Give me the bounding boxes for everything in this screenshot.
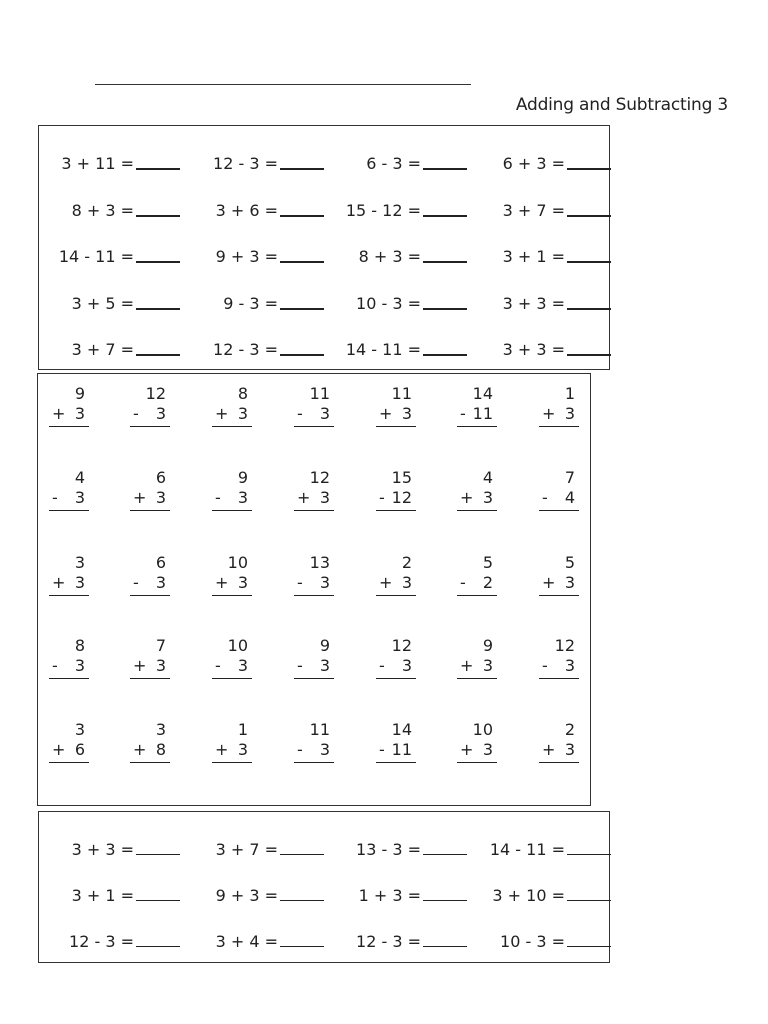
- bottom-line[interactable]: [212, 573, 252, 596]
- operator-sign: +: [460, 656, 474, 675]
- addition-subtraction-problem: [339, 243, 479, 271]
- top-number: 6: [155, 553, 166, 572]
- bottom-number: 3: [74, 404, 85, 423]
- bottom-line[interactable]: [294, 740, 334, 763]
- vertical-problem: [294, 468, 334, 514]
- bottom-line[interactable]: [49, 488, 89, 511]
- horizontal-problems-top: [38, 125, 610, 370]
- bottom-number: 8: [155, 740, 166, 759]
- bottom-line[interactable]: [457, 740, 497, 763]
- operator-sign: -: [215, 488, 221, 507]
- bottom-number: 3: [74, 488, 85, 507]
- addition-subtraction-problem: [483, 836, 623, 864]
- vertical-problem: [212, 468, 252, 514]
- vertical-problem: [49, 553, 89, 599]
- bottom-line[interactable]: [294, 656, 334, 679]
- answer-blank[interactable]: [423, 261, 467, 263]
- answer-blank[interactable]: [567, 354, 611, 356]
- bottom-number: 3: [401, 656, 412, 675]
- vertical-problem: [457, 384, 497, 430]
- bottom-number: 3: [237, 740, 248, 759]
- top-number: 10: [227, 553, 248, 572]
- problem-expression: 13 - 3 =: [356, 840, 421, 859]
- operator-sign: +: [297, 488, 311, 507]
- bottom-number: 3: [319, 573, 330, 592]
- operator-sign: -: [297, 740, 303, 759]
- addition-subtraction-problem: [52, 197, 192, 225]
- operator-sign: -: [542, 656, 548, 675]
- addition-subtraction-problem: [339, 290, 479, 318]
- answer-blank[interactable]: [567, 215, 611, 217]
- top-number: 1: [237, 720, 248, 739]
- bottom-line[interactable]: [212, 488, 252, 511]
- problem-expression: 6 + 3 =: [502, 154, 565, 173]
- answer-blank[interactable]: [136, 168, 180, 170]
- horizontal-problems-bottom: [38, 811, 610, 963]
- top-number: 11: [391, 384, 412, 403]
- bottom-line[interactable]: [294, 488, 334, 511]
- answer-blank[interactable]: [423, 854, 467, 855]
- bottom-number: 3: [237, 656, 248, 675]
- top-number: 3: [74, 720, 85, 739]
- answer-blank[interactable]: [136, 354, 180, 356]
- bottom-line[interactable]: [376, 404, 416, 427]
- operator-sign: -: [297, 656, 303, 675]
- bottom-number: 3: [564, 404, 575, 423]
- vertical-problem: [294, 720, 334, 766]
- top-number: 9: [237, 468, 248, 487]
- top-number: 7: [155, 636, 166, 655]
- top-number: 11: [309, 720, 330, 739]
- problem-row: [39, 290, 609, 318]
- bottom-line[interactable]: [376, 656, 416, 679]
- problem-expression: 12 - 3 =: [69, 932, 134, 951]
- bottom-number: 2: [482, 573, 493, 592]
- bottom-number: 3: [237, 404, 248, 423]
- vertical-problem: [130, 720, 170, 766]
- addition-subtraction-problem: [339, 836, 479, 864]
- addition-subtraction-problem: [339, 928, 479, 956]
- bottom-number: 3: [155, 573, 166, 592]
- bottom-line[interactable]: [212, 404, 252, 427]
- vertical-problem: [539, 720, 579, 766]
- top-number: 3: [74, 553, 85, 572]
- answer-blank[interactable]: [280, 854, 324, 855]
- bottom-line[interactable]: [49, 404, 89, 427]
- top-number: 13: [309, 553, 330, 572]
- top-number: 14: [391, 720, 412, 739]
- addition-subtraction-problem: [483, 290, 623, 318]
- problem-expression: 3 + 10 =: [492, 886, 565, 905]
- bottom-number: 11: [391, 740, 412, 759]
- vertical-problem: [457, 468, 497, 514]
- problem-expression: 12 - 3 =: [213, 340, 278, 359]
- operator-sign: +: [379, 404, 393, 423]
- top-number: 12: [309, 468, 330, 487]
- top-number: 6: [155, 468, 166, 487]
- addition-subtraction-problem: [339, 197, 479, 225]
- problem-expression: 3 + 7 =: [71, 340, 134, 359]
- operator-sign: -: [133, 573, 139, 592]
- vertical-problem: [294, 384, 334, 430]
- bottom-line[interactable]: [539, 404, 579, 427]
- vertical-problem: [376, 636, 416, 682]
- answer-blank[interactable]: [423, 354, 467, 356]
- operator-sign: +: [52, 404, 66, 423]
- vertical-problem: [539, 553, 579, 599]
- vertical-problem: [130, 468, 170, 514]
- answer-blank[interactable]: [280, 354, 324, 356]
- bottom-number: 3: [237, 573, 248, 592]
- top-number: 11: [309, 384, 330, 403]
- top-number: 8: [237, 384, 248, 403]
- answer-blank[interactable]: [136, 900, 180, 901]
- problem-expression: 9 - 3 =: [223, 294, 278, 313]
- vertical-problem: [376, 553, 416, 599]
- addition-subtraction-problem: [52, 928, 192, 956]
- answer-blank[interactable]: [567, 261, 611, 263]
- vertical-problem: [49, 720, 89, 766]
- operator-sign: +: [379, 573, 393, 592]
- problem-expression: 14 - 11 =: [345, 340, 421, 359]
- operator-sign: -: [379, 488, 385, 507]
- bottom-line[interactable]: [212, 740, 252, 763]
- vertical-problem: [212, 553, 252, 599]
- bottom-line[interactable]: [130, 656, 170, 679]
- bottom-line[interactable]: [457, 573, 497, 596]
- bottom-line[interactable]: [49, 740, 89, 763]
- problem-expression: 3 + 3 =: [71, 840, 134, 859]
- problem-expression: 10 - 3 =: [356, 294, 421, 313]
- answer-blank[interactable]: [136, 261, 180, 263]
- top-number: 9: [482, 636, 493, 655]
- problem-expression: 3 + 3 =: [502, 294, 565, 313]
- bottom-number: 11: [472, 404, 493, 423]
- top-number: 12: [391, 636, 412, 655]
- operator-sign: -: [379, 656, 385, 675]
- problem-expression: 12 - 3 =: [356, 932, 421, 951]
- bottom-line[interactable]: [294, 573, 334, 596]
- vertical-problem: [212, 384, 252, 430]
- answer-blank[interactable]: [280, 215, 324, 217]
- bottom-number: 3: [401, 404, 412, 423]
- problem-expression: 9 + 3 =: [215, 247, 278, 266]
- operator-sign: -: [460, 573, 466, 592]
- answer-blank[interactable]: [280, 900, 324, 901]
- problem-expression: 8 + 3 =: [71, 201, 134, 220]
- problem-row: [39, 882, 609, 910]
- operator-sign: +: [215, 573, 229, 592]
- answer-blank[interactable]: [567, 168, 611, 170]
- problem-expression: 6 - 3 =: [366, 154, 421, 173]
- top-number: 2: [401, 553, 412, 572]
- bottom-number: 3: [319, 404, 330, 423]
- answer-blank[interactable]: [567, 308, 611, 310]
- addition-subtraction-problem: [196, 836, 336, 864]
- bottom-line[interactable]: [539, 740, 579, 763]
- bottom-number: 3: [564, 656, 575, 675]
- operator-sign: +: [52, 740, 66, 759]
- top-number: 12: [145, 384, 166, 403]
- bottom-number: 3: [482, 740, 493, 759]
- vertical-problem: [294, 553, 334, 599]
- operator-sign: +: [460, 488, 474, 507]
- top-number: 10: [227, 636, 248, 655]
- top-number: 8: [74, 636, 85, 655]
- operator-sign: -: [460, 404, 466, 423]
- vertical-problem: [212, 720, 252, 766]
- bottom-line[interactable]: [130, 488, 170, 511]
- vertical-problem: [130, 553, 170, 599]
- bottom-number: 3: [319, 656, 330, 675]
- bottom-number: 3: [74, 656, 85, 675]
- vertical-problem: [457, 720, 497, 766]
- top-number: 2: [564, 720, 575, 739]
- addition-subtraction-problem: [483, 928, 623, 956]
- bottom-number: 3: [482, 656, 493, 675]
- vertical-problems-grid: [37, 373, 591, 806]
- operator-sign: +: [460, 740, 474, 759]
- vertical-problem: [376, 468, 416, 514]
- addition-subtraction-problem: [52, 150, 192, 178]
- problem-expression: 3 + 3 =: [502, 340, 565, 359]
- problem-expression: 10 - 3 =: [500, 932, 565, 951]
- bottom-number: 6: [74, 740, 85, 759]
- bottom-number: 3: [564, 573, 575, 592]
- operator-sign: +: [542, 740, 556, 759]
- vertical-problem: [49, 468, 89, 514]
- vertical-problem: [376, 384, 416, 430]
- addition-subtraction-problem: [339, 150, 479, 178]
- bottom-number: 3: [482, 488, 493, 507]
- bottom-line[interactable]: [49, 573, 89, 596]
- bottom-line[interactable]: [457, 404, 497, 427]
- top-number: 5: [482, 553, 493, 572]
- bottom-line[interactable]: [130, 740, 170, 763]
- bottom-number: 3: [155, 404, 166, 423]
- addition-subtraction-problem: [196, 336, 336, 364]
- operator-sign: -: [542, 488, 548, 507]
- bottom-line[interactable]: [539, 656, 579, 679]
- vertical-problem: [457, 553, 497, 599]
- problem-expression: 3 + 5 =: [71, 294, 134, 313]
- vertical-problem: [130, 384, 170, 430]
- top-number: 12: [554, 636, 575, 655]
- top-number: 5: [564, 553, 575, 572]
- answer-blank[interactable]: [280, 946, 324, 947]
- answer-blank[interactable]: [567, 854, 611, 855]
- bottom-line[interactable]: [212, 656, 252, 679]
- answer-blank[interactable]: [423, 168, 467, 170]
- worksheet-title: Adding and Subtracting 3: [515, 95, 728, 115]
- problem-expression: 3 + 7 =: [502, 201, 565, 220]
- addition-subtraction-problem: [52, 290, 192, 318]
- bottom-line[interactable]: [457, 488, 497, 511]
- addition-subtraction-problem: [52, 243, 192, 271]
- answer-blank[interactable]: [423, 946, 467, 947]
- operator-sign: -: [52, 656, 58, 675]
- operator-sign: +: [133, 656, 147, 675]
- bottom-line[interactable]: [294, 404, 334, 427]
- addition-subtraction-problem: [339, 336, 479, 364]
- vertical-problem: [49, 636, 89, 682]
- bottom-line[interactable]: [49, 656, 89, 679]
- operator-sign: -: [52, 488, 58, 507]
- bottom-line[interactable]: [539, 573, 579, 596]
- bottom-line[interactable]: [130, 404, 170, 427]
- top-number: 4: [482, 468, 493, 487]
- answer-blank[interactable]: [423, 900, 467, 901]
- problem-expression: 9 + 3 =: [215, 886, 278, 905]
- addition-subtraction-problem: [196, 928, 336, 956]
- addition-subtraction-problem: [196, 197, 336, 225]
- operator-sign: +: [542, 573, 556, 592]
- bottom-line[interactable]: [376, 740, 416, 763]
- operator-sign: +: [542, 404, 556, 423]
- addition-subtraction-problem: [196, 150, 336, 178]
- answer-blank[interactable]: [280, 308, 324, 310]
- answer-blank[interactable]: [567, 946, 611, 947]
- operator-sign: +: [133, 740, 147, 759]
- operator-sign: -: [297, 404, 303, 423]
- problem-expression: 14 - 11 =: [58, 247, 134, 266]
- answer-blank[interactable]: [423, 215, 467, 217]
- operator-sign: -: [297, 573, 303, 592]
- addition-subtraction-problem: [483, 197, 623, 225]
- problem-expression: 1 + 3 =: [358, 886, 421, 905]
- vertical-problem: [294, 636, 334, 682]
- problem-expression: 15 - 12 =: [345, 201, 421, 220]
- addition-subtraction-problem: [483, 150, 623, 178]
- bottom-number: 3: [155, 488, 166, 507]
- vertical-problem: [130, 636, 170, 682]
- top-number: 9: [74, 384, 85, 403]
- top-number: 14: [472, 384, 493, 403]
- vertical-problem: [539, 636, 579, 682]
- problem-row: [39, 928, 609, 956]
- answer-blank[interactable]: [280, 168, 324, 170]
- operator-sign: -: [133, 404, 139, 423]
- addition-subtraction-problem: [52, 836, 192, 864]
- answer-blank[interactable]: [423, 308, 467, 310]
- problem-row: [39, 243, 609, 271]
- bottom-line[interactable]: [376, 573, 416, 596]
- problem-expression: 3 + 11 =: [61, 154, 134, 173]
- bottom-number: 3: [74, 573, 85, 592]
- bottom-line[interactable]: [376, 488, 416, 511]
- bottom-number: 3: [319, 488, 330, 507]
- operator-sign: -: [215, 656, 221, 675]
- addition-subtraction-problem: [483, 243, 623, 271]
- top-number: 3: [155, 720, 166, 739]
- problem-row: [39, 836, 609, 864]
- operator-sign: +: [215, 740, 229, 759]
- problem-expression: 3 + 1 =: [502, 247, 565, 266]
- problem-expression: 3 + 7 =: [215, 840, 278, 859]
- problem-expression: 12 - 3 =: [213, 154, 278, 173]
- operator-sign: -: [379, 740, 385, 759]
- bottom-number: 3: [401, 573, 412, 592]
- bottom-number: 3: [155, 656, 166, 675]
- top-number: 15: [391, 468, 412, 487]
- operator-sign: +: [133, 488, 147, 507]
- vertical-problem: [49, 384, 89, 430]
- addition-subtraction-problem: [52, 336, 192, 364]
- addition-subtraction-problem: [196, 882, 336, 910]
- vertical-problem: [539, 468, 579, 514]
- answer-blank[interactable]: [136, 215, 180, 217]
- answer-blank[interactable]: [280, 261, 324, 263]
- problem-expression: 14 - 11 =: [489, 840, 565, 859]
- bottom-number: 3: [237, 488, 248, 507]
- addition-subtraction-problem: [196, 290, 336, 318]
- top-number: 10: [472, 720, 493, 739]
- addition-subtraction-problem: [339, 882, 479, 910]
- vertical-problem: [457, 636, 497, 682]
- addition-subtraction-problem: [196, 243, 336, 271]
- vertical-problem: [539, 384, 579, 430]
- bottom-line[interactable]: [130, 573, 170, 596]
- name-line: [95, 84, 471, 85]
- addition-subtraction-problem: [483, 336, 623, 364]
- answer-blank[interactable]: [136, 946, 180, 947]
- answer-blank[interactable]: [567, 900, 611, 901]
- bottom-line[interactable]: [457, 656, 497, 679]
- bottom-number: 3: [319, 740, 330, 759]
- problem-expression: 8 + 3 =: [358, 247, 421, 266]
- answer-blank[interactable]: [136, 854, 180, 855]
- problem-expression: 3 + 4 =: [215, 932, 278, 951]
- operator-sign: +: [215, 404, 229, 423]
- top-number: 9: [319, 636, 330, 655]
- top-number: 4: [74, 468, 85, 487]
- vertical-problem: [376, 720, 416, 766]
- bottom-line[interactable]: [539, 488, 579, 511]
- bottom-number: 12: [391, 488, 412, 507]
- bottom-number: 3: [564, 740, 575, 759]
- problem-row: [39, 197, 609, 225]
- vertical-problem: [212, 636, 252, 682]
- top-number: 1: [564, 384, 575, 403]
- problem-row: [39, 150, 609, 178]
- answer-blank[interactable]: [136, 308, 180, 310]
- addition-subtraction-problem: [52, 882, 192, 910]
- top-number: 7: [564, 468, 575, 487]
- problem-expression: 3 + 1 =: [71, 886, 134, 905]
- problem-row: [39, 336, 609, 364]
- operator-sign: +: [52, 573, 66, 592]
- problem-expression: 3 + 6 =: [215, 201, 278, 220]
- bottom-number: 4: [564, 488, 575, 507]
- addition-subtraction-problem: [483, 882, 623, 910]
